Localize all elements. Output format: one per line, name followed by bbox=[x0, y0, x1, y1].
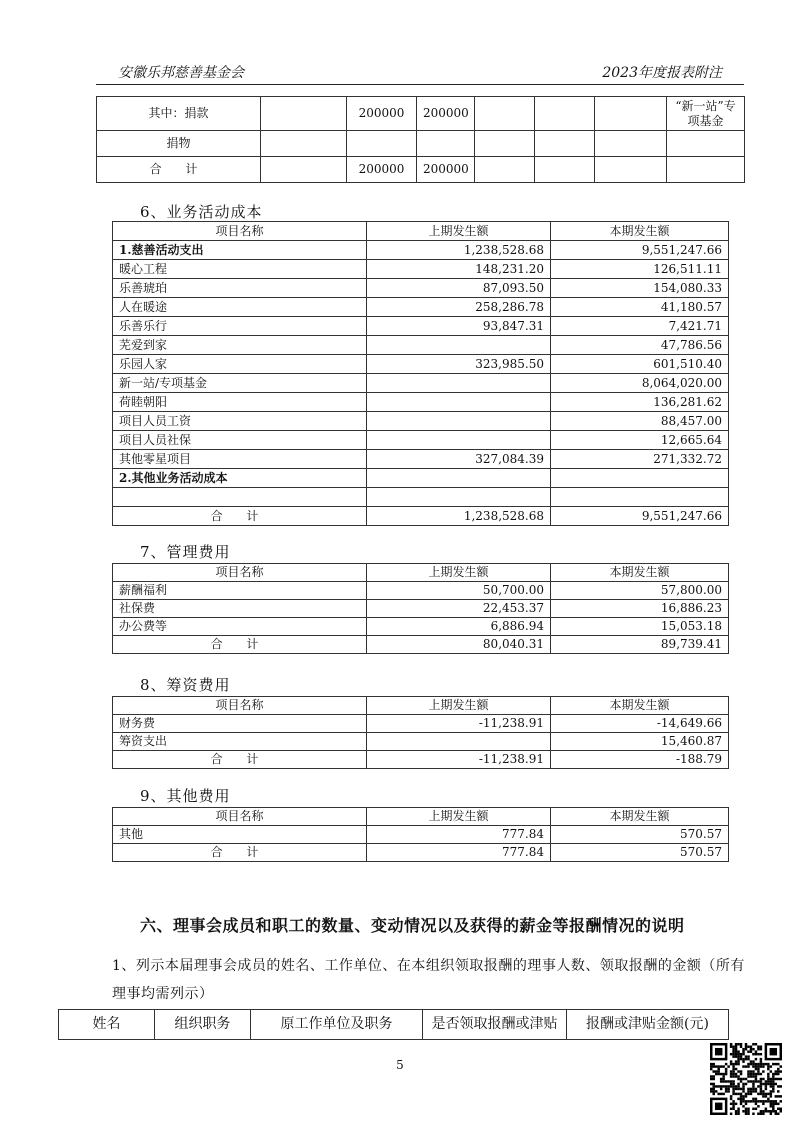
column-header: 姓名 bbox=[59, 1010, 155, 1040]
column-header: 项目名称 bbox=[113, 808, 367, 826]
table-row bbox=[113, 279, 729, 298]
donation-table bbox=[96, 96, 745, 183]
column-header: 上期发生额 bbox=[367, 808, 551, 826]
header-doc-title: 2023年度报表附注 bbox=[602, 65, 722, 81]
column-header: 项目名称 bbox=[113, 564, 367, 582]
total-label: 合 计 bbox=[113, 507, 367, 526]
row-label: 其他 bbox=[113, 826, 367, 844]
column-header: 是否领取报酬或津贴 bbox=[423, 1010, 567, 1040]
row-label: 1.慈善活动支出 bbox=[113, 241, 367, 260]
table-total-row bbox=[113, 507, 729, 526]
table-row bbox=[97, 97, 745, 131]
column-header: 上期发生额 bbox=[367, 564, 551, 582]
total-label: 合 计 bbox=[113, 751, 367, 769]
row-label: 人在暖途 bbox=[113, 298, 367, 317]
table-row bbox=[113, 618, 729, 636]
row-label: 乐善琥珀 bbox=[113, 279, 367, 298]
qr-code-icon bbox=[710, 1043, 782, 1115]
row-label: 乐园人家 bbox=[113, 355, 367, 374]
prev-amount bbox=[367, 469, 551, 488]
prev-amount: -11,238.91 bbox=[367, 715, 551, 733]
curr-amount: 12,665.64 bbox=[551, 431, 729, 450]
curr-amount: 154,080.33 bbox=[551, 279, 729, 298]
paragraph-line: 理事均需列示） bbox=[112, 986, 214, 1002]
curr-amount: 126,511.11 bbox=[551, 260, 729, 279]
table-total-row bbox=[113, 844, 729, 862]
column-header: 项目名称 bbox=[113, 697, 367, 715]
total-label: 合 计 bbox=[113, 844, 367, 862]
column-header: 项目名称 bbox=[113, 222, 367, 241]
cell-value: 200000 bbox=[417, 97, 475, 131]
curr-amount: 9,551,247.66 bbox=[551, 507, 729, 526]
column-header: 组织职务 bbox=[155, 1010, 251, 1040]
header-divider bbox=[96, 84, 744, 85]
business-cost-table bbox=[112, 221, 729, 526]
board-members-table bbox=[58, 1009, 729, 1040]
prev-amount: 258,286.78 bbox=[367, 298, 551, 317]
prev-amount: 22,453.37 bbox=[367, 600, 551, 618]
curr-amount: 16,886.23 bbox=[551, 600, 729, 618]
prev-amount: 327,084.39 bbox=[367, 450, 551, 469]
prev-amount: 50,700.00 bbox=[367, 582, 551, 600]
table-row bbox=[113, 241, 729, 260]
row-label: 其他零星项目 bbox=[113, 450, 367, 469]
prev-amount bbox=[367, 412, 551, 431]
section-title: 9、其他费用 bbox=[140, 787, 231, 805]
section-heading: 六、理事会成员和职工的数量、变动情况以及获得的薪金等报酬情况的说明 bbox=[140, 916, 685, 935]
table-row bbox=[113, 600, 729, 618]
curr-amount bbox=[551, 469, 729, 488]
curr-amount: 271,332.72 bbox=[551, 450, 729, 469]
table-header-row bbox=[59, 1010, 729, 1040]
prev-amount: 777.84 bbox=[367, 826, 551, 844]
prev-amount: 148,231.20 bbox=[367, 260, 551, 279]
prev-amount: 1,238,528.68 bbox=[367, 507, 551, 526]
row-label: 办公费等 bbox=[113, 618, 367, 636]
row-label: 合 计 bbox=[97, 157, 261, 183]
prev-amount bbox=[367, 393, 551, 412]
row-label: 乐善乐行 bbox=[113, 317, 367, 336]
table-row bbox=[113, 826, 729, 844]
row-label: 芜爱到家 bbox=[113, 336, 367, 355]
row-label: 2.其他业务活动成本 bbox=[113, 469, 367, 488]
table-row bbox=[113, 488, 729, 507]
curr-amount bbox=[551, 488, 729, 507]
other-expense-table bbox=[112, 807, 729, 862]
column-header: 本期发生额 bbox=[551, 564, 729, 582]
prev-amount bbox=[367, 488, 551, 507]
table-row bbox=[113, 412, 729, 431]
row-label: 捐物 bbox=[97, 131, 261, 157]
column-header: 报酬或津贴金额(元) bbox=[567, 1010, 729, 1040]
table-total-row bbox=[113, 636, 729, 654]
row-label: 荷睦朝阳 bbox=[113, 393, 367, 412]
row-label: 筹资支出 bbox=[113, 733, 367, 751]
table-row bbox=[113, 260, 729, 279]
total-label: 合 计 bbox=[113, 636, 367, 654]
page-number: 5 bbox=[396, 1058, 404, 1072]
table-row bbox=[113, 582, 729, 600]
row-label: 项目人员社保 bbox=[113, 431, 367, 450]
table-row bbox=[97, 131, 745, 157]
row-label: 其中：捐款 bbox=[97, 97, 261, 131]
admin-expense-table bbox=[112, 563, 729, 654]
row-label: 财务费 bbox=[113, 715, 367, 733]
prev-amount: 87,093.50 bbox=[367, 279, 551, 298]
column-header: 本期发生额 bbox=[551, 697, 729, 715]
prev-amount: 777.84 bbox=[367, 844, 551, 862]
prev-amount bbox=[367, 374, 551, 393]
cell-value: 200000 bbox=[347, 157, 417, 183]
row-label: 暖心工程 bbox=[113, 260, 367, 279]
header-org: 安徽乐邦慈善基金会 bbox=[118, 65, 244, 81]
row-label bbox=[113, 488, 367, 507]
curr-amount: 41,180.57 bbox=[551, 298, 729, 317]
table-row bbox=[113, 733, 729, 751]
column-header: 本期发生额 bbox=[551, 808, 729, 826]
prev-amount bbox=[367, 733, 551, 751]
table-row bbox=[113, 374, 729, 393]
column-header: 上期发生额 bbox=[367, 697, 551, 715]
curr-amount: 57,800.00 bbox=[551, 582, 729, 600]
section-title: 7、管理费用 bbox=[140, 543, 231, 561]
curr-amount: 601,510.40 bbox=[551, 355, 729, 374]
curr-amount: 9,551,247.66 bbox=[551, 241, 729, 260]
prev-amount: -11,238.91 bbox=[367, 751, 551, 769]
prev-amount: 80,040.31 bbox=[367, 636, 551, 654]
row-label: 项目人员工资 bbox=[113, 412, 367, 431]
curr-amount: 8,064,020.00 bbox=[551, 374, 729, 393]
table-row bbox=[113, 298, 729, 317]
column-header: 上期发生额 bbox=[367, 222, 551, 241]
curr-amount: 570.57 bbox=[551, 844, 729, 862]
curr-amount: 89,739.41 bbox=[551, 636, 729, 654]
table-row bbox=[113, 393, 729, 412]
curr-amount: 7,421.71 bbox=[551, 317, 729, 336]
table-row bbox=[97, 157, 745, 183]
table-header-row bbox=[113, 697, 729, 715]
prev-amount bbox=[367, 431, 551, 450]
table-total-row bbox=[113, 751, 729, 769]
table-row bbox=[113, 715, 729, 733]
table-header-row bbox=[113, 564, 729, 582]
curr-amount: 15,053.18 bbox=[551, 618, 729, 636]
curr-amount: -14,649.66 bbox=[551, 715, 729, 733]
prev-amount bbox=[367, 336, 551, 355]
curr-amount: 88,457.00 bbox=[551, 412, 729, 431]
row-label: 社保费 bbox=[113, 600, 367, 618]
table-header-row bbox=[113, 808, 729, 826]
prev-amount: 323,985.50 bbox=[367, 355, 551, 374]
prev-amount: 93,847.31 bbox=[367, 317, 551, 336]
table-row bbox=[113, 336, 729, 355]
curr-amount: 570.57 bbox=[551, 826, 729, 844]
row-label: 新一站/专项基金 bbox=[113, 374, 367, 393]
financing-expense-table bbox=[112, 696, 729, 769]
curr-amount: -188.79 bbox=[551, 751, 729, 769]
cell-value: 200000 bbox=[347, 97, 417, 131]
table-header-row bbox=[113, 222, 729, 241]
table-row bbox=[113, 317, 729, 336]
curr-amount: 136,281.62 bbox=[551, 393, 729, 412]
row-note: “新一站”专项基金 bbox=[667, 97, 745, 131]
row-label: 薪酬福利 bbox=[113, 582, 367, 600]
curr-amount: 47,786.56 bbox=[551, 336, 729, 355]
table-row bbox=[113, 469, 729, 488]
prev-amount: 1,238,528.68 bbox=[367, 241, 551, 260]
prev-amount: 6,886.94 bbox=[367, 618, 551, 636]
section-title: 8、筹资费用 bbox=[140, 676, 231, 694]
paragraph-line: 1、列示本届理事会成员的姓名、工作单位、在本组织领取报酬的理事人数、领取报酬的金额（所有 bbox=[112, 958, 745, 974]
cell-value: 200000 bbox=[417, 157, 475, 183]
table-row bbox=[113, 431, 729, 450]
table-row bbox=[113, 355, 729, 374]
column-header: 本期发生额 bbox=[551, 222, 729, 241]
curr-amount: 15,460.87 bbox=[551, 733, 729, 751]
table-row bbox=[113, 450, 729, 469]
column-header: 原工作单位及职务 bbox=[251, 1010, 423, 1040]
section-title: 6、业务活动成本 bbox=[140, 203, 263, 221]
